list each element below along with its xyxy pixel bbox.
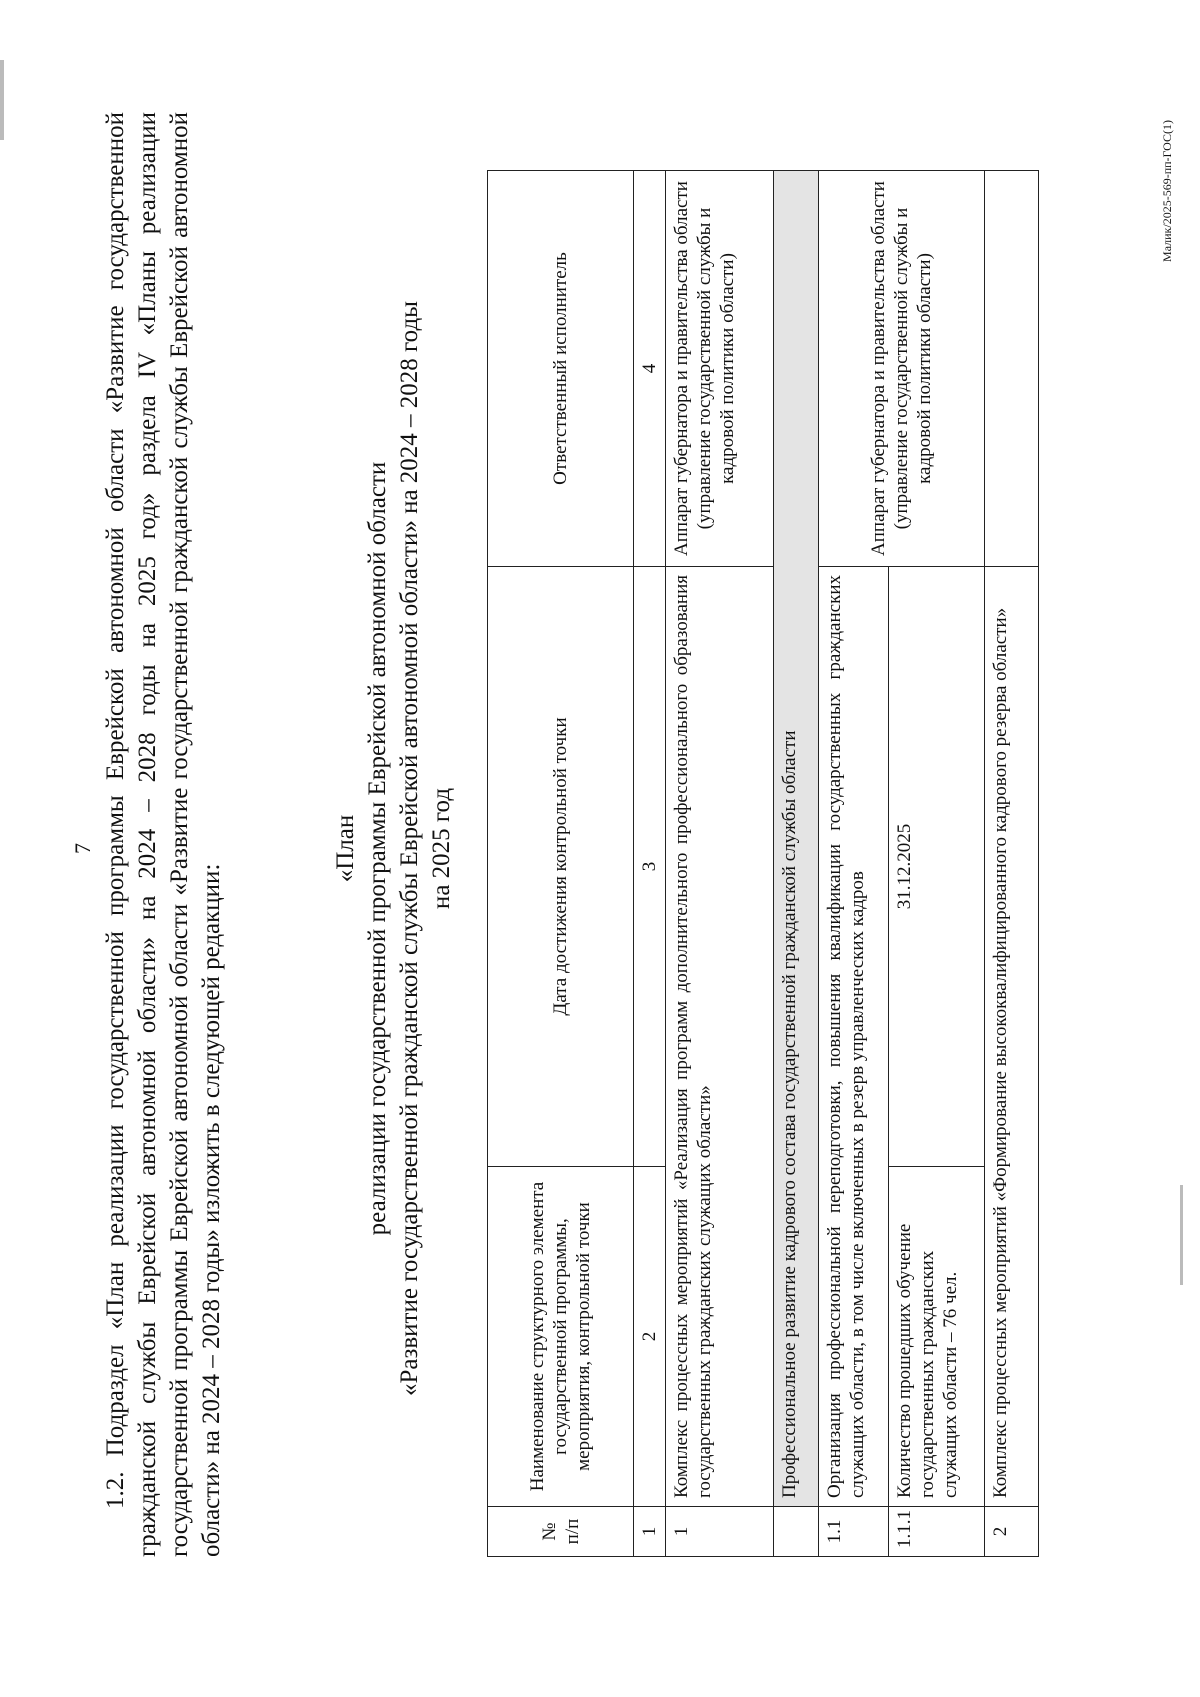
header-date: Дата достижения контрольной точки — [488, 567, 634, 1167]
section-row — [774, 171, 819, 1557]
row-responsible: Аппарат губернатора и правительства области (управление государственной службы и кадровой политики области) — [819, 171, 985, 567]
plan-title-line2: реализации государственной программы Еврейской автономной области — [364, 461, 391, 1236]
plan-title-line1: «План — [332, 814, 359, 883]
table-index-row — [634, 171, 666, 1557]
table-row — [819, 171, 889, 1557]
row-number: 1.1.1 — [889, 1507, 985, 1557]
row-number: 2 — [985, 1507, 1039, 1557]
row-text: Комплекс процессных мероприятий «Реализация программ дополнительного профессионального образования государственных гражданских служащих области» — [666, 567, 774, 1507]
header-no: № п/п — [488, 1507, 634, 1557]
index-cell: 4 — [634, 171, 666, 567]
index-cell: 3 — [634, 567, 666, 1167]
row-responsible: Аппарат губернатора и правительства области (управление государственной службы и кадровой политики области) — [666, 171, 774, 567]
page-number: 7 — [70, 843, 95, 854]
row-text: Комплекс процессных мероприятий «Формирование высококвалифицированного кадрового резерва области» — [985, 567, 1039, 1507]
header-responsible: Ответственный исполнитель — [488, 171, 634, 567]
table-header-row — [488, 171, 634, 1557]
plan-title-line3: «Развитие государственной гражданской службы Еврейской автономной области» на 2024 – 2028 годы — [396, 301, 423, 1396]
index-cell: 2 — [634, 1167, 666, 1507]
scan-edge-mark — [0, 60, 4, 140]
row-responsible-empty — [985, 171, 1039, 567]
row-name: Количество прошедших обучение государственных гражданских служащих области – 76 чел. — [889, 1167, 985, 1507]
row-text: Организация профессиональной переподготовки, повышения квалификации государственных гражданских служащих области, в том числе включенных в резерв управленческих кадров — [819, 567, 889, 1507]
row-date: 31.12.2025 — [889, 567, 985, 1167]
index-cell: 1 — [634, 1507, 666, 1557]
plan-table — [487, 170, 1039, 1557]
footer-document-code: Малик/2025-569-пп-ГОС(1) — [1160, 120, 1174, 262]
scan-edge-mark — [1180, 1185, 1183, 1285]
section-title: Профессиональное развитие кадрового состава государственной гражданской службы области — [774, 171, 819, 1507]
row-number: 1 — [666, 1507, 774, 1557]
section-number — [774, 1507, 819, 1557]
header-name: Наименование структурного элемента государственной программы, мероприятия, контрольной точки — [488, 1167, 634, 1507]
table-row — [666, 171, 774, 1557]
table-row — [985, 171, 1039, 1557]
row-number: 1.1 — [819, 1507, 889, 1557]
plan-title-line4: на 2025 год — [428, 787, 455, 910]
plan-title — [330, 0, 458, 1697]
intro-paragraph: 1.2. Подраздел «План реализации государственной программы Еврейской автономной области «Развитие государственной гражданской службы Еврейской автономной области» на 2024 – 2028 годы на 2025 год» раздела IV «Планы реализации государственной программы Еврейской автономной области «Развитие государственной гражданской службы Еврейской автономной области» на 2024 – 2028 годы» изложить в следующей редакции: — [102, 112, 225, 1557]
